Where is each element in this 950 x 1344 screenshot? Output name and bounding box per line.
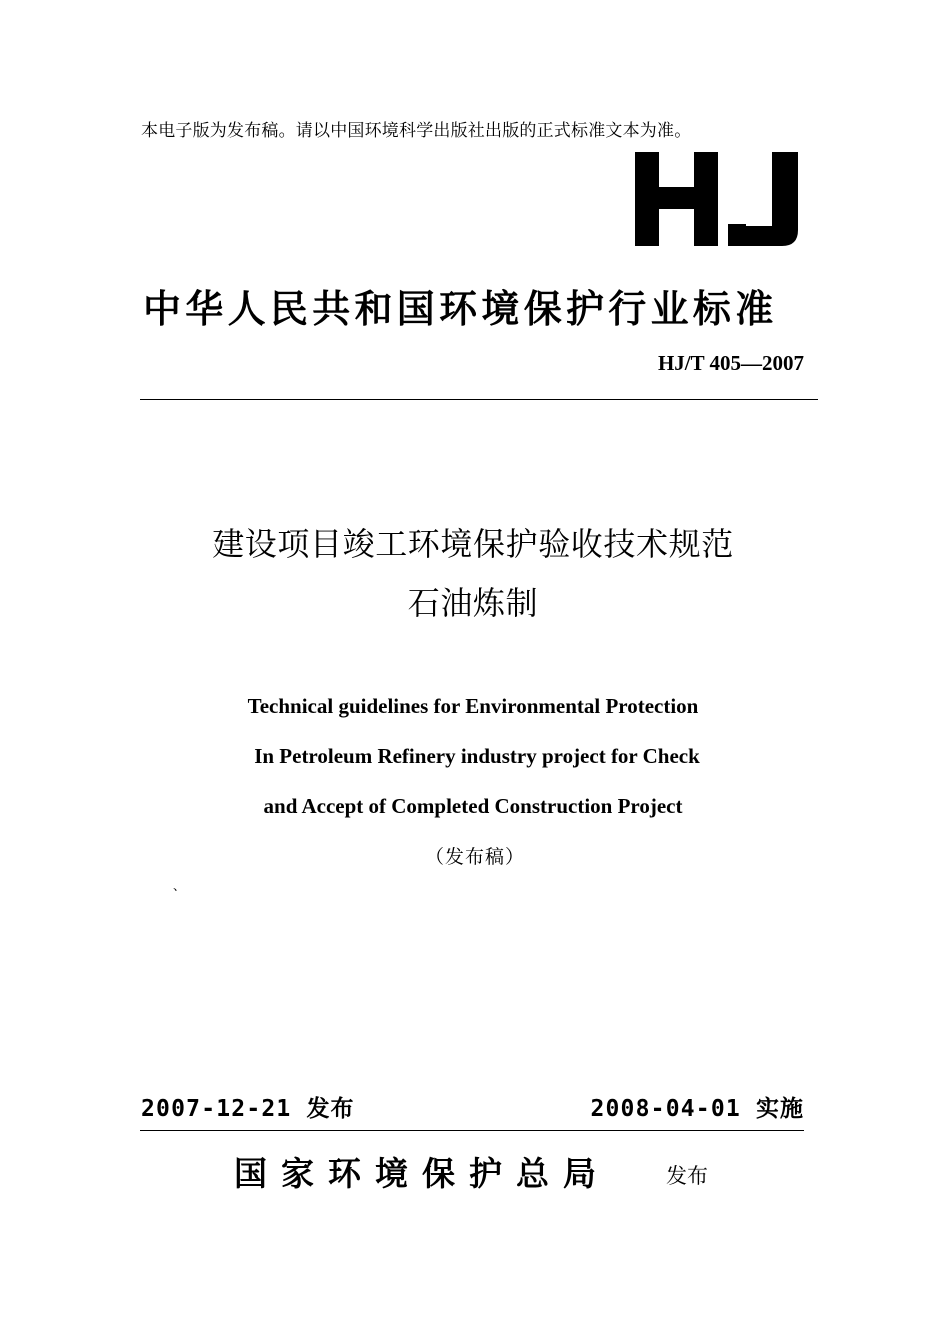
header-divider <box>140 399 818 400</box>
issuing-authority: 国家环境保护总局 <box>234 1154 610 1193</box>
chinese-title-line-1: 建设项目竣工环境保护验收技术规范 <box>212 525 734 563</box>
implementation-date-block <box>590 1090 804 1123</box>
release-date-block <box>141 1090 355 1123</box>
standard-code: HJ/T 405—2007 <box>657 351 804 375</box>
footer-divider <box>140 1130 804 1131</box>
standard-category-title: 中华人民共和国环境保护行业标准 <box>143 287 778 331</box>
release-date: 2007-12-21 <box>141 1096 292 1122</box>
chinese-title-line-2: 石油炼制 <box>407 584 539 622</box>
draft-label: （发布稿） <box>424 846 525 868</box>
issuing-label: 发布 <box>666 1164 708 1188</box>
english-title-line-3: and Accept of Completed Construction Project <box>263 794 683 818</box>
english-title-line-2: In Petroleum Refinery industry project for Check <box>254 744 700 768</box>
electronic-version-notice: 本电子版为发布稿。请以中国环境科学出版社出版的正式标准文本为准。 <box>141 121 692 141</box>
release-label: 发布 <box>306 1096 355 1122</box>
english-title-line-1: Technical guidelines for Environmental Protection <box>247 694 699 718</box>
implementation-date: 2008-04-01 <box>590 1096 741 1122</box>
implementation-label: 实施 <box>756 1096 804 1122</box>
stray-mark: 、 <box>173 879 186 893</box>
hj-logo <box>630 150 802 250</box>
